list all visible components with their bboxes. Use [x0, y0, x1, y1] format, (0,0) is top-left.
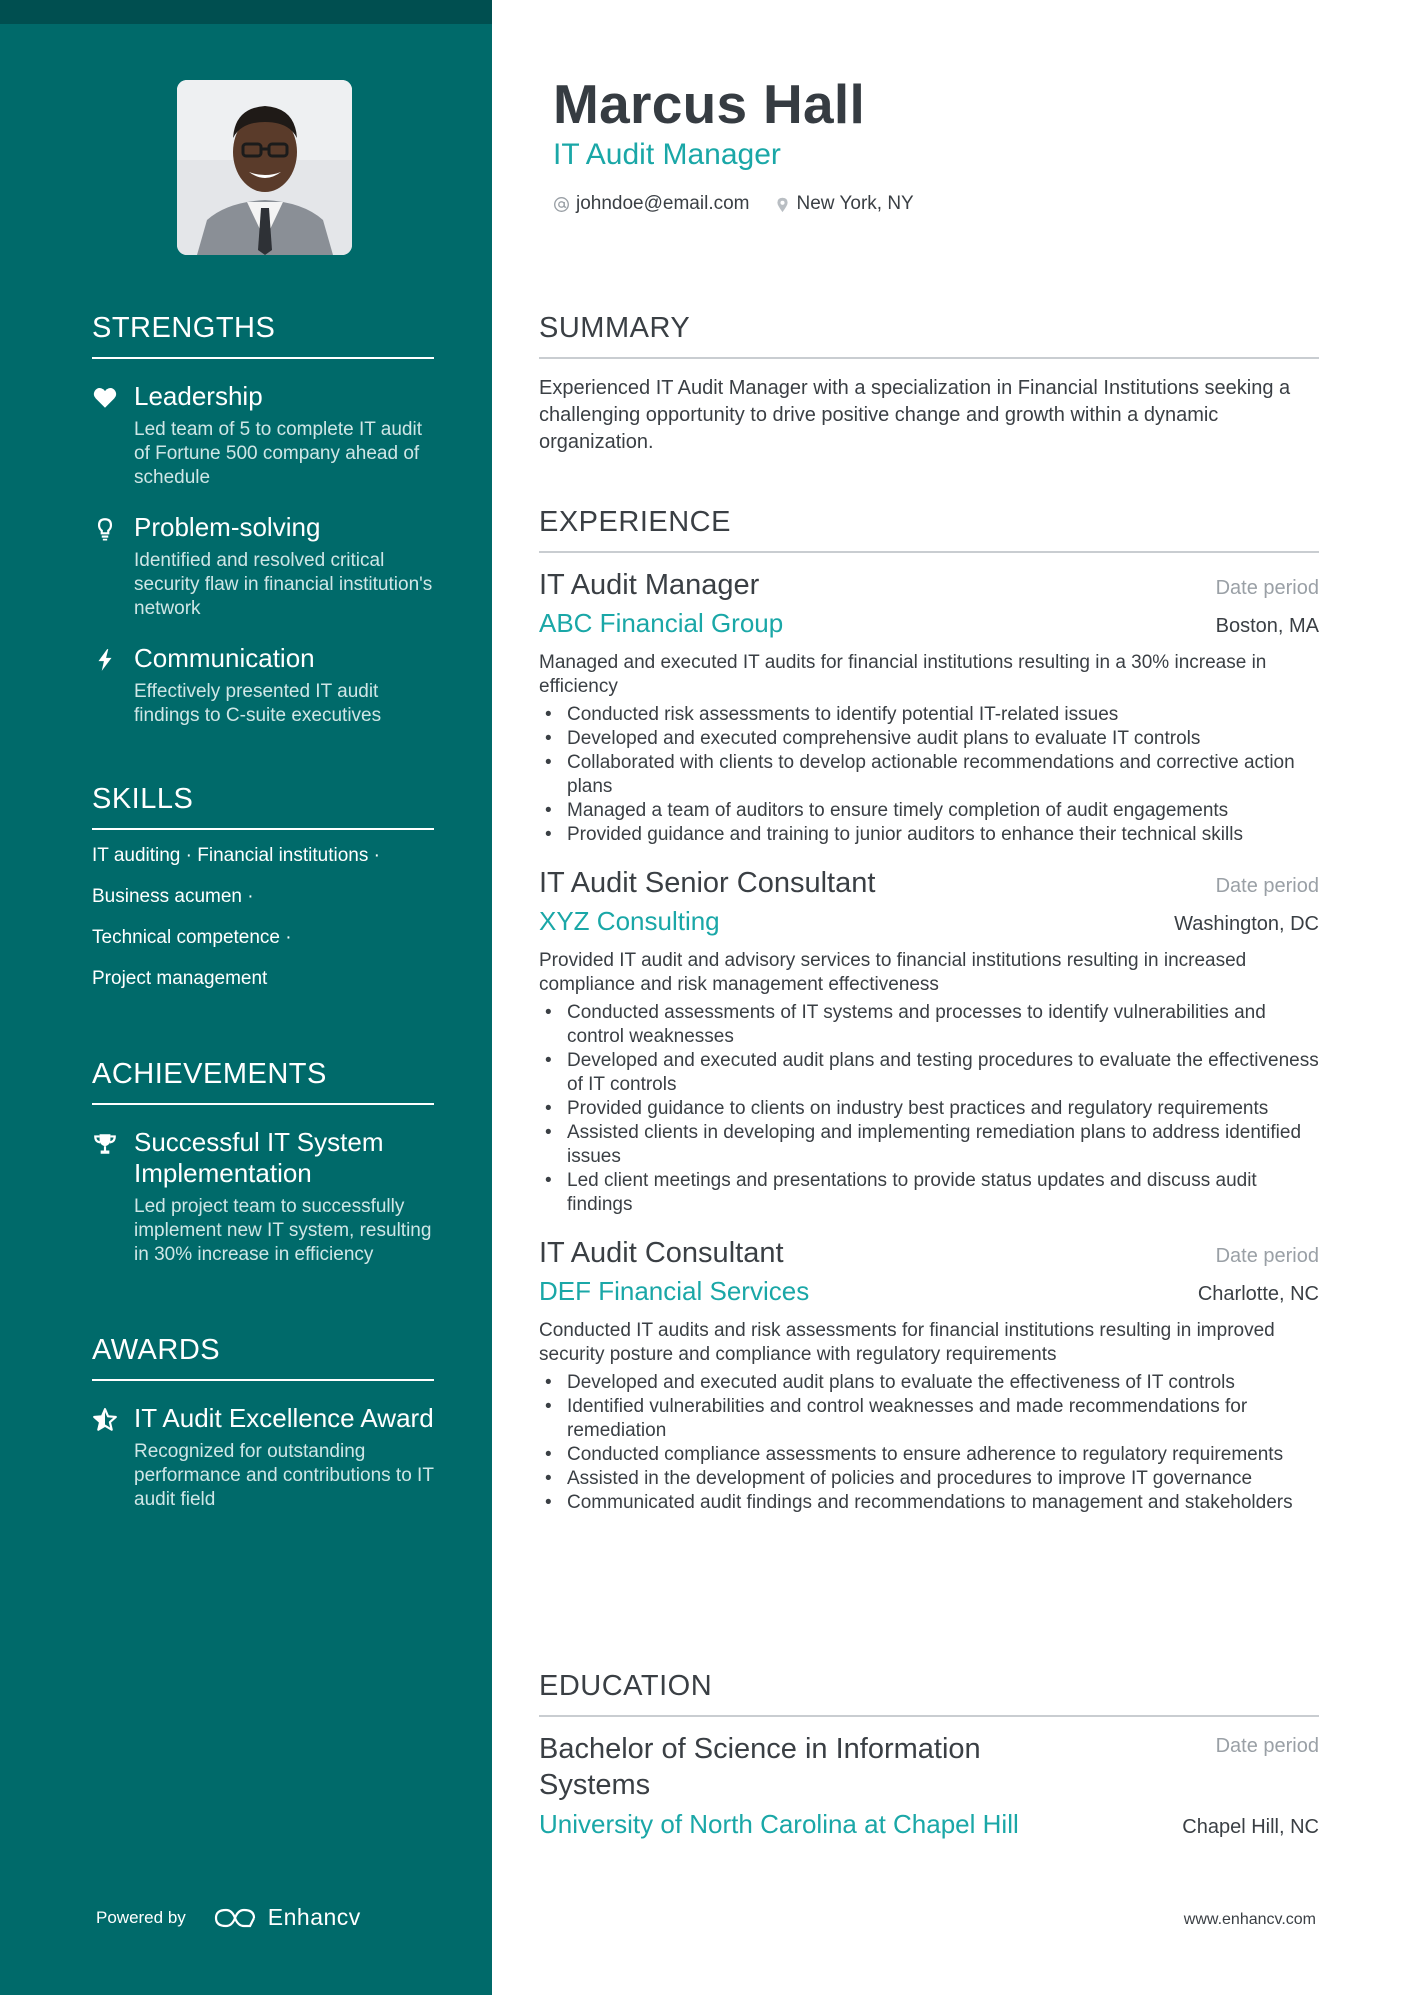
lightbulb-icon: [92, 512, 122, 621]
contact-info: [553, 193, 938, 215]
education-location: Chapel Hill, NC: [1182, 1816, 1319, 1838]
list-item: • Provided guidance and training to junior auditors to enhance their technical skills: [539, 823, 1319, 847]
achievement-title: Successful IT System Implementation: [134, 1127, 384, 1188]
email-text: johndoe@email.com: [576, 193, 750, 214]
summary-section: [539, 312, 1319, 456]
skill-line: Project management: [92, 968, 268, 989]
list-item: • Collaborated with clients to develop actionable recommendations and corrective action plans: [539, 751, 1319, 799]
education-date: Date period: [1215, 1735, 1319, 1757]
location-text: New York, NY: [796, 193, 914, 214]
powered-by-text: Powered by: [96, 1907, 186, 1927]
skill-line: Technical competence ·: [92, 927, 292, 948]
job-bullets: [539, 703, 1319, 847]
job-date: Date period: [1215, 1245, 1319, 1267]
achievement-item: [92, 1127, 434, 1267]
education-degree: Bachelor of Science in Information Systems: [539, 1733, 981, 1801]
list-item: • Led client meetings and presentations to provide status updates and discuss audit findings: [539, 1169, 1319, 1217]
award-title: IT Audit Excellence Award: [134, 1403, 434, 1433]
job-description: Conducted IT audits and risk assessments for financial institutions resulting in improved security posture and compliance with regulatory requirements: [539, 1320, 1275, 1365]
strength-title: Communication: [134, 643, 315, 673]
job-company: DEF Financial Services: [539, 1276, 810, 1306]
avatar: [177, 80, 352, 255]
skills-section: [92, 783, 434, 1008]
footer-url[interactable]: www.enhancv.com: [1183, 1911, 1316, 1928]
candidate-name: Marcus Hall: [553, 73, 866, 135]
list-item: • Managed a team of auditors to ensure timely completion of audit engagements: [539, 799, 1319, 823]
education-school: University of North Carolina at Chapel Hill: [539, 1809, 1019, 1839]
job-date: Date period: [1215, 875, 1319, 897]
strength-title: Leadership: [134, 381, 263, 411]
awards-title: AWARDS: [92, 1334, 434, 1381]
profile-photo: [177, 80, 352, 255]
sidebar-top-strip: [0, 0, 492, 24]
job-location: Boston, MA: [1215, 615, 1319, 637]
heart-icon: [92, 381, 122, 490]
achievement-desc: Led project team to successfully implement new IT system, resulting in 30% increase in efficiency: [134, 1196, 432, 1265]
list-item: • Developed and executed comprehensive audit plans to evaluate IT controls: [539, 727, 1319, 751]
skill-line: IT auditing · Financial institutions ·: [92, 845, 380, 866]
job-company: XYZ Consulting: [539, 906, 720, 936]
education-title: EDUCATION: [539, 1670, 1319, 1717]
experience-section: [539, 506, 1319, 1515]
enhancv-logo[interactable]: [212, 1904, 361, 1931]
candidate-role: IT Audit Manager: [553, 138, 781, 171]
summary-title: SUMMARY: [539, 312, 1319, 359]
job-title: IT Audit Senior Consultant: [539, 867, 876, 899]
list-item: • Developed and executed audit plans to evaluate the effectiveness of IT controls: [539, 1371, 1319, 1395]
awards-section: [92, 1334, 434, 1512]
job-location: Charlotte, NC: [1197, 1283, 1319, 1305]
job-entry: [539, 867, 1319, 1217]
award-item: [92, 1403, 434, 1512]
enhancv-brand: Enhancv: [267, 1904, 361, 1930]
strengths-title: STRENGTHS: [92, 312, 434, 359]
job-entry: [539, 1237, 1319, 1515]
location-pin-icon: [774, 196, 791, 213]
job-title: IT Audit Consultant: [539, 1237, 784, 1269]
star-icon: [92, 1403, 122, 1512]
job-bullets: [539, 1371, 1319, 1515]
strength-desc: Led team of 5 to complete IT audit of Fortune 500 company ahead of schedule: [134, 419, 422, 488]
job-title: IT Audit Manager: [539, 569, 760, 601]
skill-line: Business acumen ·: [92, 886, 254, 907]
education-section: [539, 1670, 1319, 1840]
location-contact: [774, 193, 914, 215]
achievements-title: ACHIEVEMENTS: [92, 1058, 434, 1105]
skills-title: SKILLS: [92, 783, 434, 830]
job-description: Managed and executed IT audits for financial institutions resulting in a 30% increase in efficiency: [539, 652, 1267, 697]
summary-text: Experienced IT Audit Manager with a specialization in Financial Institutions seeking a challenging opportunity to drive positive change and growth within a dynamic organization.: [539, 377, 1291, 453]
strength-title: Problem-solving: [134, 512, 321, 542]
trophy-icon: [92, 1127, 122, 1267]
list-item: • Assisted in the development of policies and procedures to improve IT governance: [539, 1467, 1319, 1491]
list-item: • Provided guidance to clients on industry best practices and regulatory requirements: [539, 1097, 1319, 1121]
list-item: • Identified vulnerabilities and control weaknesses and made recommendations for remediation: [539, 1395, 1319, 1443]
list-item: • Developed and executed audit plans and testing procedures to evaluate the effectiveness of IT controls: [539, 1049, 1319, 1097]
list-item: • Communicated audit findings and recommendations to management and stakeholders: [539, 1491, 1319, 1515]
strength-item: [92, 512, 434, 621]
list-item: • Conducted assessments of IT systems and processes to identify vulnerabilities and control weaknesses: [539, 1001, 1319, 1049]
strength-desc: Effectively presented IT audit findings to C-suite executives: [134, 681, 382, 726]
strength-item: [92, 381, 434, 490]
lightning-icon: [92, 643, 122, 728]
list-item: • Conducted risk assessments to identify potential IT-related issues: [539, 703, 1319, 727]
strengths-section: [92, 312, 434, 728]
strength-desc: Identified and resolved critical security flaw in financial institution's network: [134, 550, 433, 619]
at-icon: [553, 196, 570, 213]
job-description: Provided IT audit and advisory services to financial institutions resulting in increased compliance and risk management effectiveness: [539, 950, 1247, 995]
experience-title: EXPERIENCE: [539, 506, 1319, 553]
list-item: • Assisted clients in developing and implementing remediation plans to address identified issues: [539, 1121, 1319, 1169]
job-location: Washington, DC: [1174, 913, 1319, 935]
job-date: Date period: [1215, 577, 1319, 599]
achievements-section: [92, 1058, 434, 1267]
skills-list: [92, 844, 434, 991]
list-item: • Conducted compliance assessments to ensure adherence to regulatory requirements: [539, 1443, 1319, 1467]
job-company: ABC Financial Group: [539, 608, 784, 638]
enhancv-logo-icon: [212, 1905, 258, 1931]
job-bullets: [539, 1001, 1319, 1217]
sidebar: [0, 0, 492, 1995]
email-contact[interactable]: [553, 193, 750, 215]
job-entry: [539, 569, 1319, 847]
award-desc: Recognized for outstanding performance and contributions to IT audit field: [134, 1441, 434, 1510]
strength-item: [92, 643, 434, 728]
powered-by: [96, 1904, 361, 1931]
